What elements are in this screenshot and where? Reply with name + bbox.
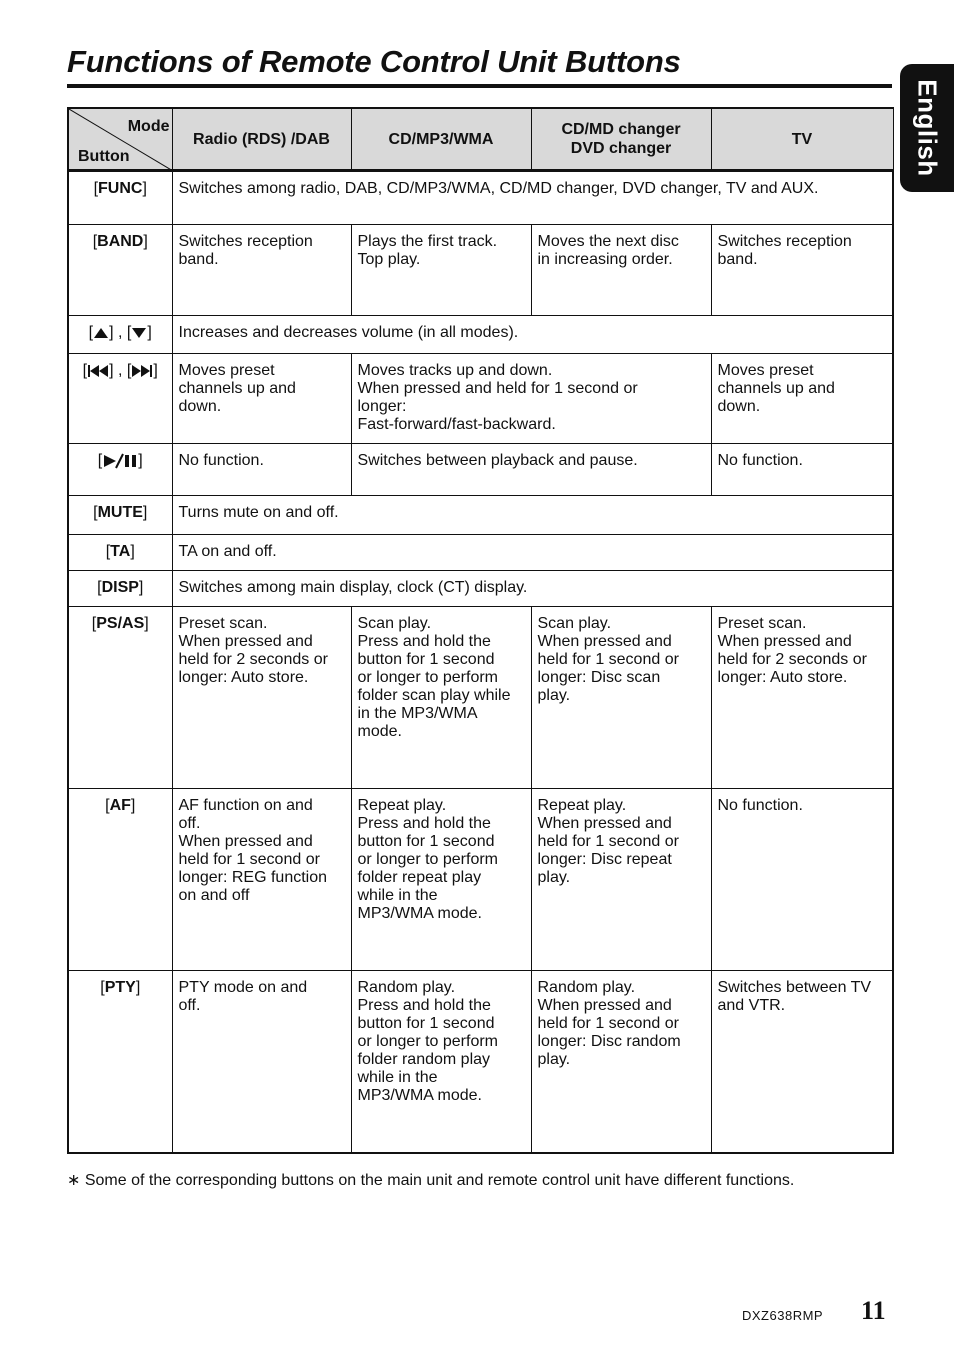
skip-tv: Moves preset channels up and down.: [711, 354, 893, 444]
button-band: [BAND]: [68, 225, 172, 316]
table-row: [68, 535, 893, 571]
header-tv: TV: [711, 108, 893, 171]
button-skip-back-forward: [ ] , [ ]: [68, 354, 172, 444]
af-changer: Repeat play. When pressed and held for 1 second or longer: Disc repeat play.: [531, 789, 711, 971]
button-ta: [TA]: [68, 535, 172, 571]
header-mode-label: Mode: [127, 118, 170, 135]
page-title: Functions of Remote Control Unit Buttons: [67, 44, 681, 79]
header-changer-line1: CD/MD changer: [561, 121, 681, 138]
table-row: [68, 571, 893, 607]
disp-all-modes: Switches among main display, clock (CT) display.: [172, 571, 893, 607]
button-psas: [PS/AS]: [68, 607, 172, 789]
band-tv: Switches reception band.: [711, 225, 893, 316]
psas-tv: Preset scan. When pressed and held for 2 seconds or longer: Auto store.: [711, 607, 893, 789]
play-tv: No function.: [711, 444, 893, 496]
psas-radio: Preset scan. When pressed and held for 2 seconds or longer: Auto store.: [172, 607, 351, 789]
model-number: DXZ638RMP: [742, 1308, 824, 1323]
button-func: [FUNC]: [68, 171, 172, 225]
button-mute: [MUTE]: [68, 496, 172, 535]
table-header-row: [68, 108, 893, 171]
af-tv: No function.: [711, 789, 893, 971]
page-number: 11: [861, 1296, 886, 1325]
table-row: [68, 607, 893, 789]
table-row: [68, 316, 893, 354]
play-pause-icon: [102, 453, 138, 469]
language-tab-label: English: [912, 79, 943, 177]
func-all-modes: Switches among radio, DAB, CD/MP3/WMA, CD/MD changer, DVD changer, TV and AUX.: [172, 171, 893, 225]
skip-back-icon: [87, 364, 109, 378]
pty-tv: Switches between TV and VTR.: [711, 971, 893, 1153]
band-radio: Switches reception band.: [172, 225, 351, 316]
skip-forward-icon: [131, 364, 153, 378]
functions-table: [67, 107, 894, 1154]
mute-all-modes: Turns mute on and off.: [172, 496, 893, 535]
pty-radio: PTY mode on and off.: [172, 971, 351, 1153]
af-radio: AF function on and off. When pressed and held for 1 second or longer: REG function on and off: [172, 789, 351, 971]
band-cd: Plays the first track. Top play.: [351, 225, 531, 316]
title-rule: [67, 84, 892, 88]
table-row: [68, 789, 893, 971]
play-cd-changer: Switches between playback and pause.: [351, 444, 711, 496]
volume-up-icon: [93, 327, 109, 339]
band-changer: Moves the next disc in increasing order.: [531, 225, 711, 316]
button-volume-up-down: [ ] , [ ]: [68, 316, 172, 354]
table-row: [68, 225, 893, 316]
volume-all-modes: Increases and decreases volume (in all modes).: [172, 316, 893, 354]
header-radio: Radio (RDS) /DAB: [172, 108, 351, 171]
skip-cd-changer: Moves tracks up and down. When pressed and held for 1 second or longer: Fast-forward/fast-backward.: [351, 354, 711, 444]
header-button-label: Button: [78, 148, 130, 165]
table-row: [68, 354, 893, 444]
header-cd: CD/MP3/WMA: [351, 108, 531, 171]
pty-cd: Random play. Press and hold the button for 1 second or longer to perform folder random play while in the MP3/WMA mode.: [351, 971, 531, 1153]
button-disp: [DISP]: [68, 571, 172, 607]
table-row: [68, 496, 893, 535]
footnote: ∗ Some of the corresponding buttons on the main unit and remote control unit have different functions.: [67, 1172, 795, 1189]
header-mode-button-corner: [68, 108, 172, 171]
psas-changer: Scan play. When pressed and held for 1 second or longer: Disc scan play.: [531, 607, 711, 789]
table-row: [68, 171, 893, 225]
button-play-pause: [ ]: [68, 444, 172, 496]
table-row: [68, 971, 893, 1153]
af-cd: Repeat play. Press and hold the button for 1 second or longer to perform folder repeat play while in the MP3/WMA mode.: [351, 789, 531, 971]
pty-changer: Random play. When pressed and held for 1 second or longer: Disc random play.: [531, 971, 711, 1153]
header-changer: [531, 108, 711, 171]
header-changer-line2: DVD changer: [570, 140, 672, 157]
play-radio: No function.: [172, 444, 351, 496]
volume-down-icon: [131, 327, 147, 339]
button-af: [AF]: [68, 789, 172, 971]
button-pty: [PTY]: [68, 971, 172, 1153]
skip-radio: Moves preset channels up and down.: [172, 354, 351, 444]
psas-cd: Scan play. Press and hold the button for 1 second or longer to perform folder scan play while in the MP3/WMA mode.: [351, 607, 531, 789]
table-row: [68, 444, 893, 496]
language-tab: [900, 64, 954, 192]
ta-all-modes: TA on and off.: [172, 535, 893, 571]
